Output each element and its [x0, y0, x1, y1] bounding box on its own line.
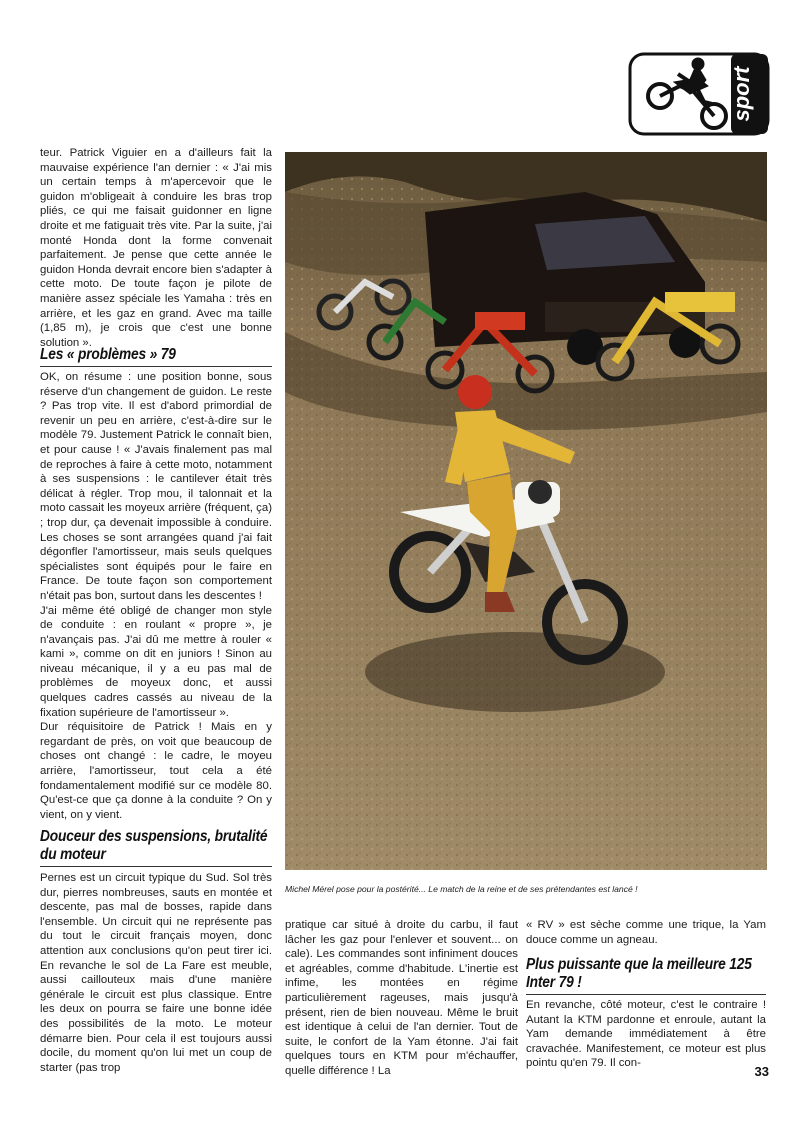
problems-paragraph-3: Dur réquisitoire de Patrick ! Mais en y regardant de près, on voit que beaucoup de choses ont changé : le cadre, le moyeu arrière, l'amortisseur, tout cela a été fondamentalement modifié sur ce modèle 80. Qu'est-ce que ça donne à la conduite ? On y vient, on y vient. — [40, 721, 272, 821]
heading-puissante: Plus puissante que la meilleure 125 Inter 79 ! — [526, 956, 752, 991]
problems-section — [40, 370, 272, 821]
column3-top-paragraph: « RV » est sèche comme une trique, la Yam douce comme un agneau. — [526, 919, 766, 946]
problems-paragraph-1: OK, on résume : une position bonne, sous réserve d'un changement de guidon. Le reste ? Pas trop vite. Il est d'abord primordial de revenir un peu en arrière, c'est-à-dire sur le modèle 79. Justement Patrick le connaît bien, et pour cause ! « J'avais finalement pas mal de reproches à faire à cette moto, notamment à ses suspensions : le cantilever était très délicat à régler. Trop mou, il talonnait et la moto cassait les moyeux arrière (fréquent, ça) ; trop dur, ça devenait impossible à conduire. Les choses se sont arrangées quand j'ai fait dégonfler l'amortisseur, mais seuls quelques spécialistes sont équipés pour le faire en France. De toute façon son comportement n'était pas bon, surtout dans les descentes ! — [40, 371, 272, 602]
page-number: 33 — [754, 1064, 769, 1079]
column2-section — [285, 918, 518, 1077]
heading-douceur: Douceur des suspensions, brutalité du moteur — [40, 828, 268, 863]
douceur-section — [40, 871, 272, 1074]
sport-label: sport — [729, 66, 754, 122]
motocross-photo — [285, 152, 767, 870]
heading-puissante-rule — [526, 994, 766, 995]
problems-paragraph-2: J'ai même été obligé de changer mon style de conduite : en roulant « propre », je n'avançais pas. J'ai dû me mettre à rouler « kami », comme on dit en juniors ! Sinon au niveau mécanique, il y a eu pas mal de problèmes de moyeux donc, et aussi quelques cadres cassés au niveau de la fixation supérieure de l'amortisseur ». — [40, 604, 272, 719]
sport-badge-graphic — [628, 52, 770, 136]
heading-problems-rule — [40, 366, 272, 367]
intro-paragraph — [40, 146, 272, 349]
intro-text: teur. Patrick Viguier en a d'ailleurs fait la mauvaise expérience l'an dernier : « J'ai mis un certain temps à m'apercevoir que le guidon m'obligeait à conduire les bras trop pliés, ce qui me faisait guidonner en ligne droite et me fatiguait très vite. Par la suite, j'ai monté Honda dont la forme convenait parfaitement. Je pense que cette année le guidon Honda devrait encore bien s'adapter à cette moto. De toute façon je pilote de manière assez spéciale les Yamaha : très en arrière, et les gaz en grand. Avec ma taille (1,85 m), je crois que c'est une bonne solution ». — [40, 147, 272, 349]
heading-douceur-rule — [40, 866, 272, 867]
heading-problems: Les « problèmes » 79 — [40, 346, 176, 363]
douceur-paragraph: Pernes est un circuit typique du Sud. Sol très dur, pierres nombreuses, sauts en montée et descente, pas mal de bosses, rapide dans l'ensemble. Un circuit qui ne représente pas du tout le circuit français moyen, donc attention aux conclusions qu'on peut tirer ici. En revanche le sol de La Fare est meuble, aussi caillouteux mais d'une manière générale le circuit est plus classique. Entre les deux on pourra se faire une bonne idée des possibilités de la moto. Le moteur démarre bien. Pour cela il est toujours aussi docile, du moment qu'on lui met un coup de starter (pas trop — [40, 872, 272, 1074]
photo-illustration — [285, 152, 767, 870]
photo-caption: Michel Mérel pose pour la postérité... Le match de la reine et de ses prétendantes est lancé ! — [285, 884, 638, 894]
column3-bottom-section — [526, 998, 766, 1070]
sport-section-badge — [628, 52, 770, 136]
column2-paragraph: pratique car situé à droite du carbu, il faut lâcher les gaz pour l'enlever et souvent... on cale). Les commandes sont infiniment douces et agréables, comme d'habitude. L'inertie est infime, les montées en régime particulièrement rageuses, mais jusqu'à présent, rien de bien nouveau. Même le bruit est identique à celui de l'an dernier. Tout de suite, le confort de la Yam étonne. J'ai fait quelques tours en KTM pour m'échauffer, quelle différence ! La — [285, 919, 518, 1077]
column3-top-section — [526, 918, 766, 952]
column3-bottom-paragraph: En revanche, côté moteur, c'est le contraire ! Autant la KTM pardonne et enroule, autant la Yam demande immédiatement à être cravachée. Manifestement, ce moteur est plus pointu qu'en 79. Il con- — [526, 999, 766, 1070]
